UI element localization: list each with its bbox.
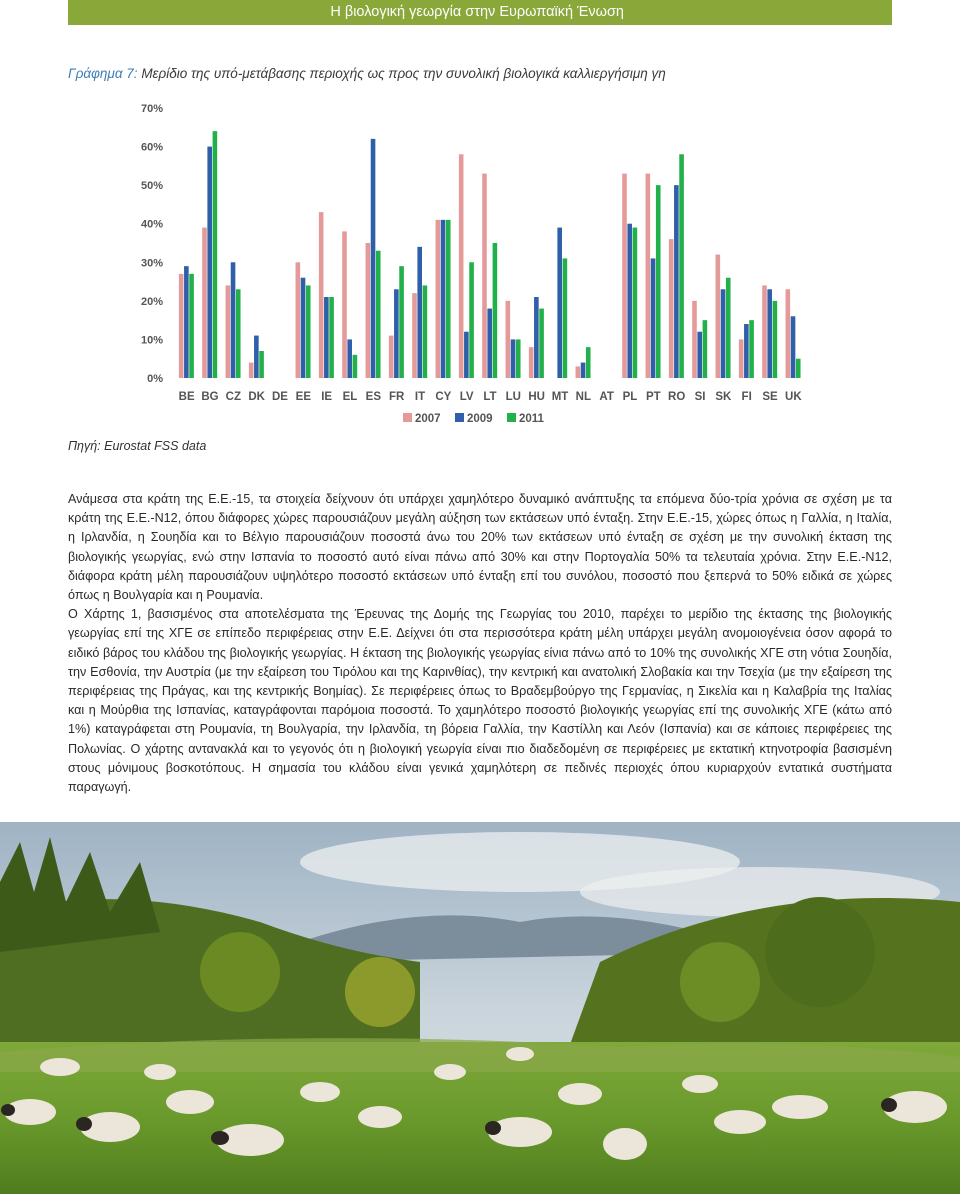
x-tick-label: CY (435, 391, 452, 403)
bar-2009-SI (697, 332, 702, 378)
bar-2009-SE (767, 289, 772, 378)
x-tick-label: PL (622, 391, 638, 403)
body-text (68, 490, 892, 797)
x-tick-label: PT (645, 391, 661, 403)
bar-2007-CZ (226, 285, 231, 378)
bar-2007-EE (296, 262, 301, 378)
paragraph-2: Ο Χάρτης 1, βασισμένος στα αποτελέσματα της Έρευνας της Δομής της Γεωργίας του 2010, παρέχει το μερίδιο της έκτασης της βιολογικής γεωργίας επί της ΧΓΕ σε επίπεδο περιφέρειας στην Ε.Ε. Δείχνει ότι στα περισσότερα κράτη μέλη υπάρχει μεγάλη ανομοιογένεια όσον αφορά το ειδικό βάρος του κλάδου της βιολογικής γεωργίας. Η έκταση της βιολογικής γεωργίας είνια πάνω από το 10% της συνολικής ΧΓΕ στη νότια Σουηδία, την Εσθονία, την Αυστρία (με την εξαίρεση του Τιρόλου και της Καρινθίας), την κεντρική και ανατολική Σλοβακία και την Τσεχία (με την εξαίρεση της περιφέρειας της Πράγας, και της κεντρικής Βοημίας). Σε περιφέρειες όπως το Βραδεμβούργο της Γερμανίας, η Σικελία και η Καλαβρία της Ιταλίας και η Μούρθια της Ισπανίας, καταγράφονται παρόμοια ποσοστά. Το χαμηλότερο ποσοστό βιολογικής γεωργίας επί της συνολικής ΧΓΕ (κάτω από 1%) καταγράφεται στη Ρουμανία, τη Βουλγαρία, την Ιρλανδία, τη βόρεια Γαλλία, την Καστίλλη και Λεόν (Ισπανία) και σε κάποιες περιφέρειες της Πολωνίας. Ο χάρτης αντανακλά και το γεγονός ότι η βιολογική γεωργία είναι πιο διαδεδομένη σε περιφέρειες με εκτατική κτηνοτροφία βασισμένη στους μόνιμους βοσκοτόπους. Η σημασία του κλάδου είναι γενικά χαμηλότερη σε πεδινές περιοχές όπου κυριαρχούν εντατικά συστήματα παραγωγή. (68, 607, 892, 795)
x-tick-label: CZ (225, 391, 242, 403)
bar-2009-DK (254, 336, 259, 378)
bar-2009-FI (744, 324, 749, 378)
bar-2009-LV (464, 332, 469, 378)
bar-2009-ES (371, 139, 376, 378)
y-tick-label: 40% (140, 218, 163, 231)
bar-2007-DK (249, 363, 254, 378)
bar-2007-PT (646, 174, 651, 378)
bar-2011-EE (306, 285, 311, 378)
bar-2009-RO (674, 185, 679, 378)
x-tick-label: DK (248, 391, 265, 403)
x-tick-label: ES (365, 391, 382, 403)
x-tick-label: IT (414, 391, 426, 403)
bar-2007-LT (482, 174, 487, 378)
x-tick-label: IE (321, 391, 333, 403)
bar-2011-IT (423, 285, 428, 378)
bar-2007-HU (529, 347, 534, 378)
x-tick-label: LT (483, 391, 497, 403)
bar-chart (120, 95, 820, 435)
page-header (68, 0, 892, 25)
figure-label: Γράφημα 7: (68, 66, 138, 81)
x-tick-label: NL (575, 391, 592, 403)
bar-2009-IT (417, 247, 422, 378)
bar-2011-SK (726, 278, 731, 378)
x-tick-label: EE (295, 391, 312, 403)
bar-2011-DK (259, 351, 264, 378)
bar-2007-BG (202, 228, 207, 378)
bar-2009-LT (487, 309, 492, 378)
bar-2009-PT (651, 258, 656, 378)
paragraph-1: Ανάμεσα στα κράτη της Ε.Ε.-15, τα στοιχεία δείχνουν ότι υπάρχει χαμηλότερο δυναμικό ανάπτυξης τα επόμενα δύο-τρία χρόνια σε σχέση με τα κράτη της Ε.Ε.-Ν12, όπου διάφορες χώρες παρουσιάζουν μεγάλη αύξηση των εκτάσεων υπό ένταξη. Στην Ε.Ε.-15, χώρες όπως η Γαλλία, η Ιταλία, η Ιρλανδία, η Σουηδία και το Βέλγιο παρουσιάζουν ποσοστά άνω του 20% των εκτάσεων υπό ένταξη σε σχέση με την συνολική έκταση της βιολογικής γεωργίας, ενώ στην Ισπανία το ποσοστό αυτό είναι πάνω από 30% και στην Πορτογαλία 50% τα τελευταία χρόνια. Στην Ε.Ε.-Ν12, διάφορα κράτη μέλη παρουσιάζουν υψηλότερο ποσοστό εκτάσεων υπό ένταξη επί του συνόλου, ποσοστό που ξεπερνά το 50% ειδικά σε χώρες όπως η Βουλγαρία και η Ρουμανία. (68, 492, 892, 603)
bar-2011-LV (469, 262, 474, 378)
bar-2011-FI (749, 320, 754, 378)
bar-2007-PL (622, 174, 627, 378)
legend-swatch-2011 (507, 413, 516, 422)
y-tick-label: 10% (140, 334, 163, 347)
legend-swatch-2007 (403, 413, 412, 422)
y-tick-label: 0% (147, 373, 163, 385)
bar-2007-SE (762, 285, 767, 378)
bar-2009-UK (791, 316, 796, 378)
y-tick-label: 30% (140, 257, 163, 270)
bar-2011-CY (446, 220, 451, 378)
bar-2011-LT (493, 243, 498, 378)
bar-2009-FR (394, 289, 399, 378)
bar-2011-BG (213, 131, 218, 378)
bar-2011-SI (703, 320, 708, 378)
bar-2011-ES (376, 251, 381, 378)
bar-2007-LU (506, 301, 511, 378)
legend-label: 2007 (415, 413, 441, 425)
bar-2007-FR (389, 336, 394, 378)
bar-2009-CY (441, 220, 446, 378)
bar-2007-ES (366, 243, 371, 378)
pasture-sheep-photo (0, 822, 960, 1194)
bar-2007-IT (412, 293, 417, 378)
bar-2011-IE (329, 297, 334, 378)
x-tick-label: BG (201, 391, 219, 403)
figure-title: Μερίδιο της υπό-μετάβασης περιοχής ως προς την συνολική βιολογικά καλλιεργήσιμη γη (141, 66, 666, 81)
figure-caption (68, 66, 666, 81)
bar-2011-BE (189, 274, 194, 378)
bar-2007-CY (436, 220, 441, 378)
bar-2011-LU (516, 339, 521, 378)
bar-2011-SE (773, 301, 778, 378)
bar-2007-RO (669, 239, 674, 378)
x-tick-label: HU (528, 391, 545, 403)
bar-2007-FI (739, 339, 744, 378)
x-tick-label: LV (459, 391, 474, 403)
bar-2007-SK (716, 255, 721, 378)
bar-2009-HU (534, 297, 539, 378)
source-note: Πηγή: Eurostat FSS data (68, 439, 207, 453)
bar-2007-NL (576, 366, 581, 378)
bar-2007-EL (342, 231, 347, 378)
x-tick-label: MT (551, 391, 569, 403)
bar-2011-UK (796, 359, 801, 378)
x-tick-label: FR (388, 391, 405, 403)
bar-2009-CZ (231, 262, 236, 378)
bar-2011-PL (633, 228, 638, 378)
x-tick-label: RO (668, 391, 686, 403)
x-tick-label: SE (762, 391, 778, 403)
bar-2009-IE (324, 297, 329, 378)
x-tick-label: LU (505, 391, 522, 403)
bar-2011-MT (563, 258, 568, 378)
x-tick-label: EL (342, 391, 358, 403)
bar-2011-FR (399, 266, 404, 378)
x-tick-label: BE (178, 391, 195, 403)
bar-2011-EL (353, 355, 358, 378)
bar-2009-EL (347, 339, 352, 378)
x-tick-label: UK (785, 391, 802, 403)
bar-2011-NL (586, 347, 591, 378)
bar-2007-IE (319, 212, 324, 378)
legend-label: 2011 (519, 413, 544, 425)
bar-2011-CZ (236, 289, 241, 378)
bar-2011-HU (539, 309, 544, 378)
bar-2007-SI (692, 301, 697, 378)
bar-2009-BE (184, 266, 189, 378)
bar-2009-NL (581, 363, 586, 378)
legend-label: 2009 (467, 413, 493, 425)
bar-2009-SK (721, 289, 726, 378)
x-tick-label: SK (715, 391, 732, 403)
bar-2007-BE (179, 274, 184, 378)
y-tick-label: 50% (140, 180, 163, 193)
header-title: Η βιολογική γεωργία στην Ευρωπαϊκή Ένωση (330, 4, 624, 20)
bar-2009-MT (557, 228, 562, 378)
x-tick-label: FI (741, 391, 752, 403)
x-tick-label: AT (599, 391, 614, 403)
y-tick-label: 70% (140, 103, 163, 115)
bar-2007-UK (786, 289, 791, 378)
bar-2009-LU (511, 339, 516, 378)
legend-swatch-2009 (455, 413, 464, 422)
y-tick-label: 20% (140, 295, 163, 308)
x-tick-label: DE (272, 391, 288, 403)
bar-2009-EE (301, 278, 306, 378)
x-tick-label: SI (694, 391, 706, 403)
bar-2009-BG (207, 147, 212, 378)
bar-2009-PL (627, 224, 632, 378)
y-tick-label: 60% (140, 141, 163, 154)
bar-2011-RO (679, 154, 684, 378)
bar-2011-PT (656, 185, 661, 378)
bar-2007-LV (459, 154, 464, 378)
